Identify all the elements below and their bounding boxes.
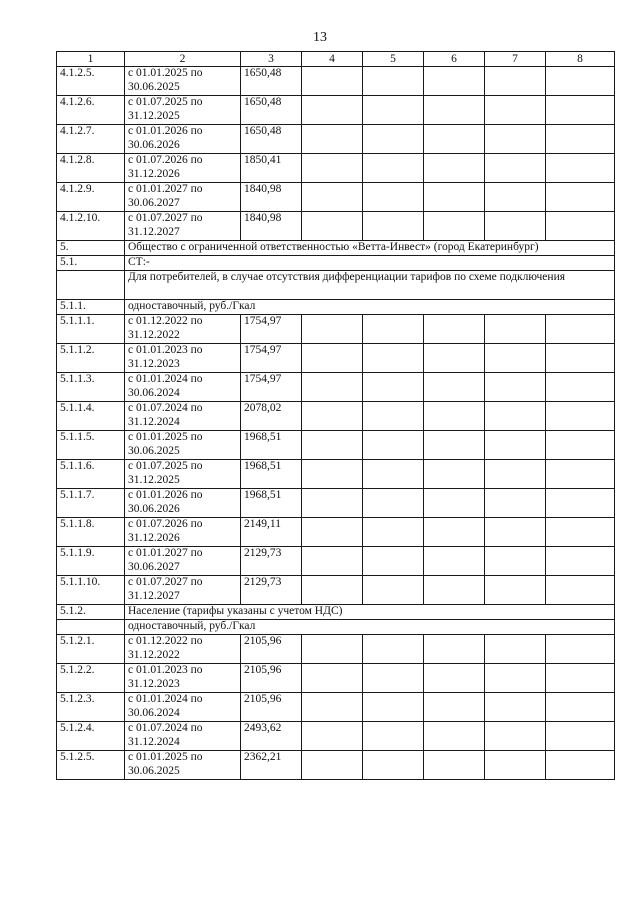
empty-cell bbox=[485, 344, 546, 373]
empty-cell bbox=[485, 67, 546, 96]
header-cell: 1 bbox=[57, 52, 125, 67]
row-number bbox=[57, 271, 125, 300]
empty-cell bbox=[485, 751, 546, 780]
empty-cell bbox=[363, 402, 424, 431]
table-row bbox=[57, 67, 615, 96]
empty-cell bbox=[424, 489, 485, 518]
empty-cell bbox=[302, 431, 363, 460]
empty-cell bbox=[363, 96, 424, 125]
empty-cell bbox=[302, 576, 363, 605]
table-row bbox=[57, 547, 615, 576]
empty-cell bbox=[363, 489, 424, 518]
empty-cell bbox=[485, 212, 546, 241]
row-number: 5.1.1.9. bbox=[57, 547, 125, 576]
tariff-value: 2105,96 bbox=[241, 693, 302, 722]
empty-cell bbox=[424, 722, 485, 751]
table-row bbox=[57, 722, 615, 751]
section-row bbox=[57, 241, 615, 256]
empty-cell bbox=[485, 96, 546, 125]
tariff-value: 2078,02 bbox=[241, 402, 302, 431]
header-cell: 4 bbox=[302, 52, 363, 67]
section-heading: Общество с ограниченной ответственностью «Ветта-Инвест» (город Екатеринбург) bbox=[125, 241, 615, 256]
table-row bbox=[57, 125, 615, 154]
period-cell: с 01.01.2025 по 30.06.2025 bbox=[125, 67, 241, 96]
row-number: 4.1.2.5. bbox=[57, 67, 125, 96]
empty-cell bbox=[485, 431, 546, 460]
empty-cell bbox=[363, 722, 424, 751]
table-row bbox=[57, 344, 615, 373]
row-number: 4.1.2.7. bbox=[57, 125, 125, 154]
empty-cell bbox=[363, 183, 424, 212]
empty-cell bbox=[363, 576, 424, 605]
empty-cell bbox=[424, 518, 485, 547]
empty-cell bbox=[424, 547, 485, 576]
empty-cell bbox=[424, 183, 485, 212]
section-row bbox=[57, 271, 615, 300]
section-heading: СТ:- bbox=[125, 256, 615, 271]
empty-cell bbox=[424, 96, 485, 125]
row-number: 4.1.2.9. bbox=[57, 183, 125, 212]
empty-cell bbox=[424, 635, 485, 664]
empty-cell bbox=[546, 722, 615, 751]
row-number: 5.1.1.3. bbox=[57, 373, 125, 402]
empty-cell bbox=[363, 373, 424, 402]
empty-cell bbox=[546, 344, 615, 373]
empty-cell bbox=[546, 67, 615, 96]
period-cell: с 01.07.2026 по 31.12.2026 bbox=[125, 154, 241, 183]
empty-cell bbox=[546, 315, 615, 344]
page-number: 13 bbox=[313, 30, 327, 45]
tariff-value: 1850,41 bbox=[241, 154, 302, 183]
empty-cell bbox=[546, 460, 615, 489]
row-number bbox=[57, 620, 125, 635]
tariff-value: 2105,96 bbox=[241, 635, 302, 664]
row-number: 5.1.2.2. bbox=[57, 664, 125, 693]
empty-cell bbox=[302, 183, 363, 212]
period-cell: с 01.07.2027 по 31.12.2027 bbox=[125, 576, 241, 605]
empty-cell bbox=[363, 154, 424, 183]
empty-cell bbox=[485, 373, 546, 402]
empty-cell bbox=[363, 212, 424, 241]
row-number: 4.1.2.10. bbox=[57, 212, 125, 241]
empty-cell bbox=[363, 431, 424, 460]
period-cell: с 01.01.2027 по 30.06.2027 bbox=[125, 183, 241, 212]
empty-cell bbox=[302, 402, 363, 431]
section-row bbox=[57, 300, 615, 315]
empty-cell bbox=[424, 373, 485, 402]
table-row bbox=[57, 635, 615, 664]
section-heading: одноставочный, руб./Гкал bbox=[125, 300, 615, 315]
table-row bbox=[57, 576, 615, 605]
empty-cell bbox=[302, 693, 363, 722]
table-row bbox=[57, 751, 615, 780]
period-cell: с 01.01.2027 по 30.06.2027 bbox=[125, 547, 241, 576]
empty-cell bbox=[302, 460, 363, 489]
period-cell: с 01.07.2024 по 31.12.2024 bbox=[125, 722, 241, 751]
empty-cell bbox=[485, 183, 546, 212]
empty-cell bbox=[424, 576, 485, 605]
tariff-value: 2493,62 bbox=[241, 722, 302, 751]
empty-cell bbox=[546, 489, 615, 518]
tariff-value: 2129,73 bbox=[241, 547, 302, 576]
table-row bbox=[57, 518, 615, 547]
empty-cell bbox=[546, 751, 615, 780]
section-heading: одноставочный, руб./Гкал bbox=[125, 620, 615, 635]
empty-cell bbox=[485, 315, 546, 344]
row-number: 5.1.1.6. bbox=[57, 460, 125, 489]
row-number: 5.1.2.3. bbox=[57, 693, 125, 722]
row-number: 4.1.2.8. bbox=[57, 154, 125, 183]
empty-cell bbox=[546, 125, 615, 154]
empty-cell bbox=[485, 402, 546, 431]
period-cell: с 01.01.2026 по 30.06.2026 bbox=[125, 489, 241, 518]
table-row bbox=[57, 315, 615, 344]
empty-cell bbox=[363, 751, 424, 780]
empty-cell bbox=[485, 518, 546, 547]
empty-cell bbox=[302, 547, 363, 576]
empty-cell bbox=[485, 547, 546, 576]
empty-cell bbox=[424, 315, 485, 344]
empty-cell bbox=[485, 125, 546, 154]
empty-cell bbox=[302, 154, 363, 183]
empty-cell bbox=[485, 635, 546, 664]
empty-cell bbox=[424, 402, 485, 431]
period-cell: с 01.07.2027 по 31.12.2027 bbox=[125, 212, 241, 241]
empty-cell bbox=[424, 664, 485, 693]
empty-cell bbox=[485, 489, 546, 518]
table-row bbox=[57, 460, 615, 489]
row-number: 5.1.1. bbox=[57, 300, 125, 315]
empty-cell bbox=[363, 693, 424, 722]
empty-cell bbox=[485, 722, 546, 751]
period-cell: с 01.01.2023 по 31.12.2023 bbox=[125, 344, 241, 373]
tariff-value: 1754,97 bbox=[241, 315, 302, 344]
row-number: 5.1.2.5. bbox=[57, 751, 125, 780]
empty-cell bbox=[546, 373, 615, 402]
row-number: 5.1.1.7. bbox=[57, 489, 125, 518]
row-number: 5.1.2.1. bbox=[57, 635, 125, 664]
section-heading: Население (тарифы указаны с учетом НДС) bbox=[125, 605, 615, 620]
empty-cell bbox=[546, 576, 615, 605]
empty-cell bbox=[302, 751, 363, 780]
tariff-value: 2129,73 bbox=[241, 576, 302, 605]
period-cell: с 01.01.2025 по 30.06.2025 bbox=[125, 751, 241, 780]
period-cell: с 01.07.2026 по 31.12.2026 bbox=[125, 518, 241, 547]
table-row bbox=[57, 96, 615, 125]
period-cell: с 01.01.2024 по 30.06.2024 bbox=[125, 693, 241, 722]
period-cell: с 01.07.2024 по 31.12.2024 bbox=[125, 402, 241, 431]
empty-cell bbox=[302, 489, 363, 518]
table-row bbox=[57, 693, 615, 722]
empty-cell bbox=[363, 315, 424, 344]
empty-cell bbox=[546, 402, 615, 431]
tariff-table bbox=[56, 51, 615, 780]
empty-cell bbox=[302, 373, 363, 402]
tariff-value: 2362,21 bbox=[241, 751, 302, 780]
tariff-value: 2149,11 bbox=[241, 518, 302, 547]
header-row bbox=[57, 52, 615, 67]
row-number: 5.1.1.4. bbox=[57, 402, 125, 431]
header-cell: 8 bbox=[546, 52, 615, 67]
empty-cell bbox=[363, 67, 424, 96]
period-cell: с 01.07.2025 по 31.12.2025 bbox=[125, 460, 241, 489]
tariff-value: 1840,98 bbox=[241, 183, 302, 212]
empty-cell bbox=[546, 635, 615, 664]
period-cell: с 01.12.2022 по 31.12.2022 bbox=[125, 315, 241, 344]
empty-cell bbox=[424, 67, 485, 96]
empty-cell bbox=[485, 460, 546, 489]
header-cell: 2 bbox=[125, 52, 241, 67]
empty-cell bbox=[424, 460, 485, 489]
empty-cell bbox=[302, 212, 363, 241]
row-number: 5. bbox=[57, 241, 125, 256]
empty-cell bbox=[363, 664, 424, 693]
row-number: 5.1. bbox=[57, 256, 125, 271]
tariff-value: 1968,51 bbox=[241, 431, 302, 460]
empty-cell bbox=[424, 693, 485, 722]
table-row bbox=[57, 212, 615, 241]
row-number: 5.1.1.8. bbox=[57, 518, 125, 547]
section-row bbox=[57, 605, 615, 620]
empty-cell bbox=[424, 125, 485, 154]
tariff-value: 1650,48 bbox=[241, 67, 302, 96]
tariff-value: 2105,96 bbox=[241, 664, 302, 693]
empty-cell bbox=[363, 635, 424, 664]
table-row bbox=[57, 373, 615, 402]
empty-cell bbox=[424, 344, 485, 373]
period-cell: с 01.01.2023 по 31.12.2023 bbox=[125, 664, 241, 693]
empty-cell bbox=[546, 431, 615, 460]
empty-cell bbox=[546, 154, 615, 183]
row-number: 4.1.2.6. bbox=[57, 96, 125, 125]
row-number: 5.1.1.5. bbox=[57, 431, 125, 460]
empty-cell bbox=[485, 693, 546, 722]
empty-cell bbox=[424, 751, 485, 780]
table-row bbox=[57, 154, 615, 183]
empty-cell bbox=[302, 635, 363, 664]
empty-cell bbox=[363, 547, 424, 576]
empty-cell bbox=[485, 154, 546, 183]
empty-cell bbox=[363, 518, 424, 547]
period-cell: с 01.01.2024 по 30.06.2024 bbox=[125, 373, 241, 402]
empty-cell bbox=[363, 344, 424, 373]
tariff-value: 1754,97 bbox=[241, 344, 302, 373]
empty-cell bbox=[302, 96, 363, 125]
empty-cell bbox=[302, 664, 363, 693]
empty-cell bbox=[424, 212, 485, 241]
empty-cell bbox=[424, 154, 485, 183]
empty-cell bbox=[302, 125, 363, 154]
section-row bbox=[57, 620, 615, 635]
empty-cell bbox=[424, 431, 485, 460]
empty-cell bbox=[546, 518, 615, 547]
row-number: 5.1.1.1. bbox=[57, 315, 125, 344]
table-row bbox=[57, 489, 615, 518]
table-row bbox=[57, 431, 615, 460]
period-cell: с 01.07.2025 по 31.12.2025 bbox=[125, 96, 241, 125]
tariff-value: 1968,51 bbox=[241, 460, 302, 489]
header-cell: 7 bbox=[485, 52, 546, 67]
period-cell: с 01.01.2026 по 30.06.2026 bbox=[125, 125, 241, 154]
tariff-value: 1754,97 bbox=[241, 373, 302, 402]
empty-cell bbox=[485, 576, 546, 605]
table-body bbox=[57, 67, 615, 780]
empty-cell bbox=[546, 693, 615, 722]
header-cell: 5 bbox=[363, 52, 424, 67]
row-number: 5.1.1.10. bbox=[57, 576, 125, 605]
empty-cell bbox=[363, 460, 424, 489]
period-cell: с 01.12.2022 по 31.12.2022 bbox=[125, 635, 241, 664]
empty-cell bbox=[302, 722, 363, 751]
header-cell: 3 bbox=[241, 52, 302, 67]
section-heading: Для потребителей, в случае отсутствия дифференциации тарифов по схеме подключения bbox=[125, 271, 615, 300]
empty-cell bbox=[302, 315, 363, 344]
empty-cell bbox=[302, 344, 363, 373]
row-number: 5.1.1.2. bbox=[57, 344, 125, 373]
table-row bbox=[57, 183, 615, 212]
table-row bbox=[57, 402, 615, 431]
section-row bbox=[57, 256, 615, 271]
empty-cell bbox=[546, 183, 615, 212]
header-cell: 6 bbox=[424, 52, 485, 67]
empty-cell bbox=[363, 125, 424, 154]
empty-cell bbox=[302, 518, 363, 547]
empty-cell bbox=[546, 664, 615, 693]
tariff-value: 1968,51 bbox=[241, 489, 302, 518]
empty-cell bbox=[302, 67, 363, 96]
row-number: 5.1.2.4. bbox=[57, 722, 125, 751]
empty-cell bbox=[485, 664, 546, 693]
table-row bbox=[57, 664, 615, 693]
empty-cell bbox=[546, 547, 615, 576]
tariff-value: 1840,98 bbox=[241, 212, 302, 241]
tariff-value: 1650,48 bbox=[241, 96, 302, 125]
period-cell: с 01.01.2025 по 30.06.2025 bbox=[125, 431, 241, 460]
tariff-value: 1650,48 bbox=[241, 125, 302, 154]
empty-cell bbox=[546, 96, 615, 125]
empty-cell bbox=[546, 212, 615, 241]
row-number: 5.1.2. bbox=[57, 605, 125, 620]
